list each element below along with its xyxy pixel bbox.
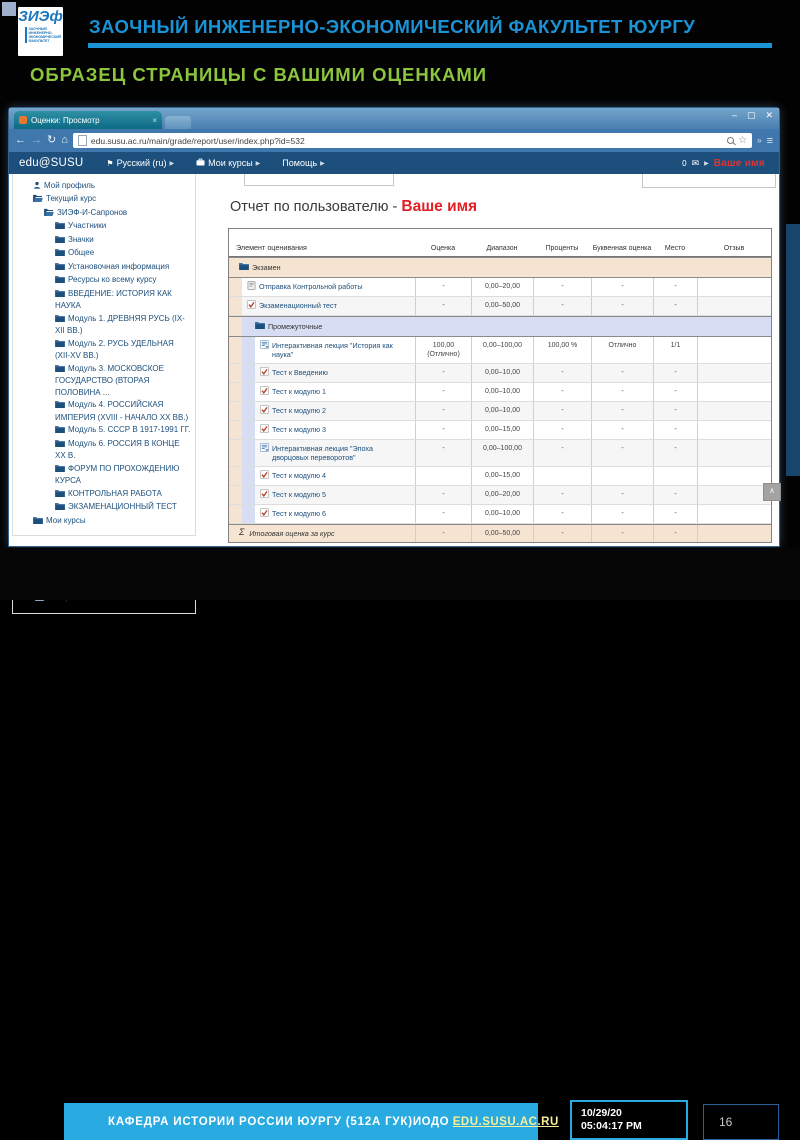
grade-value: - [591, 402, 653, 420]
indent-strip [229, 337, 242, 363]
folder-icon [33, 516, 43, 528]
person-icon [33, 181, 41, 193]
slide-right-accent [786, 224, 800, 476]
grade-item-name [255, 440, 415, 466]
indent-strip [229, 421, 242, 439]
sidebar-item[interactable] [13, 399, 195, 424]
grade-value: - [653, 383, 697, 401]
moodle-page-body [9, 174, 779, 546]
grade-value: - [415, 505, 471, 523]
grade-item-name [255, 421, 415, 439]
lesson-icon [260, 443, 269, 454]
column-header: Место [664, 245, 686, 252]
sidebar-item-label: Модуль 1. ДРЕВНЯЯ РУСЬ (IX-XII ВВ.) [55, 313, 185, 335]
forward-icon[interactable]: → [31, 134, 42, 146]
grade-value [697, 383, 771, 401]
folder-icon [55, 439, 65, 451]
grade-item-name [255, 337, 415, 363]
sidebar-item[interactable] [13, 287, 195, 312]
grade-value: 0,00–20,00 [471, 278, 533, 296]
table-row [229, 383, 771, 402]
indent-strip [242, 421, 255, 439]
sidebar-item-label: Мои курсы [46, 515, 86, 525]
sidebar-item-label: Значки [68, 234, 94, 244]
slide-number: 16 [719, 1115, 733, 1129]
folder-icon [55, 275, 65, 287]
menu-language-label: Русский (ru) [116, 158, 167, 168]
footer-bar [64, 1103, 559, 1140]
folder-icon [55, 262, 65, 274]
indent-strip [229, 467, 242, 485]
folder-open-icon [44, 208, 54, 220]
grade-value [697, 486, 771, 504]
table-row [229, 316, 771, 337]
grade-item-label[interactable]: Экзаменационный тест [259, 301, 337, 310]
grade-value: - [415, 440, 471, 466]
grade-item-name [255, 402, 415, 420]
table-row [229, 505, 771, 524]
grade-item-name [255, 364, 415, 382]
column-header: Отзыв [723, 245, 745, 252]
briefcase-icon [196, 158, 205, 168]
grade-value: - [591, 440, 653, 466]
grade-value: 0,00–10,00 [471, 402, 533, 420]
user-name-link[interactable]: Ваше имя [713, 157, 765, 169]
grade-value [697, 505, 771, 523]
table-row [229, 297, 771, 316]
grade-item-name [229, 525, 415, 542]
indent-strip [229, 440, 242, 466]
grade-value [697, 421, 771, 439]
footer-iodo [413, 1116, 577, 1128]
search-icon[interactable] [727, 137, 734, 144]
folder-icon [55, 400, 65, 412]
sidebar-item-label: ЗИЭФ-И-Сапронов [57, 207, 128, 217]
grade-item-name [255, 467, 415, 485]
grade-value: 0,00–10,00 [471, 383, 533, 401]
grade-value: 0,00–20,00 [471, 486, 533, 504]
url-bar[interactable] [73, 133, 752, 148]
browser-tabstrip [9, 108, 779, 129]
chevron-right-icon: ▶ [255, 160, 261, 167]
footer-time: 05:04:17 PM [581, 1120, 642, 1132]
grade-value: 100,00 % [533, 337, 591, 363]
chevron-right-icon: ▶ [704, 160, 709, 167]
sidebar-item[interactable] [13, 179, 195, 193]
flag-icon: ⚑ [106, 158, 114, 168]
folder-icon [55, 248, 65, 260]
column-header: Проценты [545, 245, 579, 252]
sidebar-item[interactable] [13, 247, 195, 261]
sidebar-item[interactable] [13, 193, 195, 207]
folder-icon [55, 221, 65, 233]
sidebar-item-label: Модуль 5. СССР В 1917-1991 ГГ. [68, 425, 191, 434]
report-title-prefix: Отчет по пользователю - [230, 199, 402, 215]
grade-value: - [533, 297, 591, 315]
grade-value: 0,00–10,00 [471, 505, 533, 523]
chevron-right-icon: ▶ [169, 160, 175, 167]
grade-item-label: Экзамен [252, 263, 281, 272]
grade-value: - [415, 525, 471, 542]
slide-corner-decoration [2, 2, 16, 16]
sidebar-item-label: ЭКЗАМЕНАЦИОННЫЙ ТЕСТ [68, 502, 177, 511]
datetime-box [570, 1100, 688, 1140]
sidebar-nav-list [13, 179, 195, 528]
grade-item-label[interactable]: Интерактивная лекция "История как наука" [272, 341, 393, 359]
folder-icon [55, 502, 65, 514]
sidebar-item-label: Модуль 4. РОССИЙСКАЯ ИМПЕРИЯ (XVIII - НАЧАЛО XX ВВ.) [55, 400, 189, 422]
sidebar-item-label: Модуль 6. РОССИЯ В КОНЦЕ XX В. [55, 438, 180, 460]
assignment-icon [247, 281, 256, 292]
grade-item-label[interactable]: Тест к модулю 1 [272, 387, 326, 396]
grade-value: 0,00–15,00 [471, 467, 533, 485]
grade-value: - [533, 440, 591, 466]
sidebar-item-label: Модуль 2. РУСЬ УДЕЛЬНАЯ (XII-XV ВВ.) [55, 338, 174, 360]
grade-value: 100,00 (Отлично) [415, 337, 471, 363]
sidebar-item[interactable] [13, 260, 195, 274]
grade-value [697, 337, 771, 363]
indent-strip [242, 440, 255, 466]
back-icon[interactable]: ← [15, 134, 26, 146]
window-controls [732, 111, 773, 120]
indent-strip [242, 337, 255, 363]
indent-strip [229, 486, 242, 504]
grade-value: - [653, 421, 697, 439]
quiz-icon [260, 367, 269, 378]
lesson-icon [260, 340, 269, 351]
grade-table-header-row [229, 229, 771, 257]
menu-help[interactable] [271, 152, 335, 174]
indent-strip [229, 278, 242, 296]
grade-value: - [653, 364, 697, 382]
grade-item-name [255, 383, 415, 401]
quiz-icon [260, 405, 269, 416]
title-underline-bar [88, 43, 772, 48]
grade-value: - [415, 364, 471, 382]
grade-item-name [242, 317, 771, 336]
grade-value: - [591, 486, 653, 504]
envelope-icon[interactable]: ✉ [691, 157, 700, 168]
indent-strip [229, 383, 242, 401]
grade-value: - [415, 402, 471, 420]
grade-value [697, 297, 771, 315]
table-row [229, 467, 771, 486]
browser-menu-icon[interactable]: ≡ [766, 134, 773, 147]
grade-item-name [242, 278, 415, 296]
indent-strip [242, 467, 255, 485]
folder-open-icon [33, 194, 43, 206]
folder-icon [55, 314, 65, 326]
chevron-right-icon: ▶ [320, 160, 325, 167]
indent-strip [229, 364, 242, 382]
moodle-navbar [9, 152, 779, 174]
grade-value: Отлично [591, 337, 653, 363]
grade-value: - [415, 421, 471, 439]
grade-value: - [415, 278, 471, 296]
grade-value [697, 467, 771, 485]
grade-table [228, 228, 772, 543]
table-row [229, 257, 771, 278]
grade-value: - [591, 421, 653, 439]
faculty-logo [18, 7, 63, 56]
slide-subtitle: ОБРАЗЕЦ СТРАНИЦЫ С ВАШИМИ ОЦЕНКАМИ [30, 64, 488, 85]
grade-value: - [533, 525, 591, 542]
grade-value: - [653, 297, 697, 315]
table-row [229, 524, 771, 542]
quiz-icon [260, 508, 269, 519]
navbar-user-area [682, 158, 779, 169]
folder-icon [55, 339, 65, 351]
new-tab-button[interactable] [165, 116, 191, 129]
sidebar-item-label: Мой профиль [44, 180, 96, 190]
quiz-icon [260, 470, 269, 481]
browser-tab[interactable] [14, 111, 162, 129]
grade-item-name [255, 505, 415, 523]
refresh-icon[interactable]: ↻ [47, 134, 57, 146]
quiz-icon [260, 489, 269, 500]
sidebar-item-label: Участники [68, 221, 107, 230]
footer-iodo-label: ИОДО [412, 1115, 450, 1128]
table-row [229, 337, 771, 364]
grade-value [697, 364, 771, 382]
grade-value: - [533, 486, 591, 504]
grade-value: - [533, 364, 591, 382]
indent-strip [229, 402, 242, 420]
breadcrumb-box-right [642, 174, 776, 188]
sidebar-item-label: КОНТРОЛЬНАЯ РАБОТА [68, 488, 162, 498]
footer-site-link[interactable]: EDU.SUSU.AC.RU [452, 1115, 559, 1128]
indent-strip [229, 317, 242, 336]
grade-item-label[interactable]: Тест к Введению [272, 368, 328, 377]
folder-icon [55, 289, 65, 301]
table-row [229, 440, 771, 467]
sidebar-item[interactable] [13, 501, 195, 515]
grade-item-label[interactable]: Тест к модулю 5 [272, 490, 326, 499]
grade-value: - [533, 421, 591, 439]
column-header: Диапазон [486, 245, 518, 252]
column-header: Элемент оценивания [236, 243, 307, 252]
grade-item-label: Итоговая оценка за курс [249, 529, 335, 538]
grade-value: - [591, 505, 653, 523]
grade-value [697, 440, 771, 466]
table-row [229, 402, 771, 421]
grade-item-label: Промежуточные [268, 322, 323, 331]
grade-value: - [653, 525, 697, 542]
table-row [229, 421, 771, 440]
sidebar-item-label: ВВЕДЕНИЕ: ИСТОРИЯ КАК НАУКА [55, 288, 172, 310]
footer-date: 10/29/20 [581, 1107, 622, 1119]
folder-icon [55, 364, 65, 376]
sidebar-item[interactable] [13, 424, 195, 438]
grade-value: - [533, 278, 591, 296]
sidebar-item-label: Текущий курс [46, 194, 97, 203]
grade-value: - [653, 505, 697, 523]
faculty-logo-caption: ЗАОЧНЫЙ ИНЖЕНЕРНО-ЭКОНОМИЧЕСКИЙ ФАКУЛЬТЕТ [25, 27, 57, 43]
moodle-brand[interactable]: edu@SUSU [19, 157, 84, 169]
sidebar-item[interactable] [13, 220, 195, 234]
grade-value: - [653, 278, 697, 296]
grade-value: - [415, 486, 471, 504]
close-icon[interactable]: ✕ [765, 110, 773, 120]
grade-item-label[interactable]: Тест к модулю 3 [272, 425, 326, 434]
grade-value: 0,00–50,00 [471, 297, 533, 315]
message-count: 0 [682, 158, 687, 168]
grade-value: - [533, 383, 591, 401]
sidebar-item-label: Модуль 3. МОСКОВСКОЕ ГОСУДАРСТВО (ВТОРАЯ ПОЛОВИНА ... [55, 363, 164, 397]
grade-value: - [653, 486, 697, 504]
sidebar-item[interactable] [13, 362, 195, 399]
table-row [229, 278, 771, 297]
grade-value: - [591, 278, 653, 296]
scroll-top-button[interactable]: ∧ [763, 483, 781, 501]
grade-item-label[interactable]: Отправка Контрольной работы [259, 282, 363, 291]
sidebar-item-label: ФОРУМ ПО ПРОХОЖДЕНИЮ КУРСА [55, 463, 180, 485]
sidebar-item[interactable] [13, 312, 195, 337]
column-header: Буквенная оценка [592, 245, 652, 252]
indent-strip [242, 364, 255, 382]
grade-value [533, 467, 591, 485]
grade-value: 0,00–100,00 [471, 440, 533, 466]
grade-item-label[interactable]: Тест к модулю 2 [272, 406, 326, 415]
quiz-icon [260, 386, 269, 397]
grade-value: - [591, 525, 653, 542]
sidebar-item[interactable] [13, 487, 195, 501]
grade-value: - [415, 297, 471, 315]
sidebar-item-label: Общее [68, 248, 95, 257]
browser-toolbar [9, 129, 779, 152]
table-row [229, 486, 771, 505]
page-icon [78, 135, 87, 146]
column-header: Оценка [430, 245, 456, 252]
minimize-icon[interactable]: – [731, 110, 737, 120]
indent-strip [242, 486, 255, 504]
tab-close-icon[interactable]: × [152, 115, 157, 125]
grade-item-label[interactable]: Тест к модулю 4 [272, 471, 326, 480]
folder-icon [55, 489, 65, 501]
grade-item-label[interactable]: Тест к модулю 6 [272, 509, 326, 518]
indent-strip [229, 297, 242, 315]
grade-value [697, 525, 771, 542]
breadcrumb-box-left [244, 174, 394, 186]
table-row [229, 364, 771, 383]
report-title [230, 198, 774, 216]
home-icon[interactable]: ⌂ [61, 134, 68, 146]
quiz-icon [260, 424, 269, 435]
grade-value [653, 467, 697, 485]
grade-item-name [242, 297, 415, 315]
sidebar-item[interactable] [13, 233, 195, 247]
folder-icon [55, 235, 65, 247]
grade-value: - [533, 402, 591, 420]
folder-icon [55, 425, 65, 437]
sidebar [9, 174, 206, 546]
bookmark-star-icon[interactable]: ☆ [738, 134, 748, 146]
grade-value: 0,00–15,00 [471, 421, 533, 439]
grade-value [591, 467, 653, 485]
navigation-block [12, 174, 196, 536]
grade-value: 0,00–100,00 [471, 337, 533, 363]
indent-strip [242, 402, 255, 420]
grade-value [697, 278, 771, 296]
grade-item-name [255, 486, 415, 504]
grade-value: - [591, 364, 653, 382]
report-user-name: Ваше имя [401, 198, 478, 215]
browser-window [8, 107, 780, 547]
maximize-icon[interactable]: ▢ [746, 110, 756, 120]
sidebar-item[interactable] [13, 206, 195, 220]
footer-band [0, 548, 800, 1132]
grade-value [415, 467, 471, 485]
sidebar-item[interactable] [13, 514, 195, 528]
menu-language[interactable] [95, 152, 185, 174]
menu-my-courses-label: Мои курсы [208, 158, 253, 168]
sidebar-item[interactable] [13, 437, 195, 462]
menu-my-courses[interactable] [185, 152, 271, 174]
grade-value: - [415, 383, 471, 401]
menu-help-label: Помощь [282, 158, 318, 168]
grade-value: - [653, 440, 697, 466]
indent-strip [242, 383, 255, 401]
sidebar-item-label: Установочная информация [68, 261, 170, 271]
slide-number-box [703, 1104, 779, 1140]
indent-strip [229, 505, 242, 523]
folder-icon [239, 262, 249, 272]
folder-icon [55, 464, 65, 476]
grade-value: 0,00–50,00 [471, 525, 533, 542]
grade-value: 0,00–10,00 [471, 364, 533, 382]
sidebar-item[interactable] [13, 337, 195, 362]
report-content [206, 174, 779, 546]
grade-value: - [591, 297, 653, 315]
quiz-icon [247, 300, 256, 311]
faculty-logo-text: ЗИЭф [18, 8, 63, 25]
sidebar-item[interactable] [13, 462, 195, 487]
extensions-icon[interactable]: » [757, 136, 762, 145]
sidebar-item-label: Ресурсы ко всему курсу [68, 275, 157, 284]
indent-strip [242, 505, 255, 523]
footer-department: КАФЕДРА ИСТОРИИ РОССИИ ЮУРГУ (512А ГУК) [108, 1115, 413, 1128]
grade-item-label[interactable]: Интерактивная лекция "Эпоха дворцовых переворотов" [272, 444, 373, 462]
tab-favicon-icon [19, 116, 27, 124]
grade-value: 1/1 [653, 337, 697, 363]
sidebar-item[interactable] [13, 274, 195, 288]
sum-icon: Σ [239, 527, 245, 537]
grade-value [697, 402, 771, 420]
url-text[interactable]: edu.susu.ac.ru/main/grade/report/user/index.php?id=532 [90, 135, 305, 146]
folder-icon [255, 321, 265, 331]
grade-value: - [653, 402, 697, 420]
tab-title: Оценки: Просмотр [31, 115, 100, 125]
grade-value: - [591, 383, 653, 401]
grade-item-name [229, 258, 771, 277]
grade-value: - [533, 505, 591, 523]
slide-title: ЗАОЧНЫЙ ИНЖЕНЕРНО-ЭКОНОМИЧЕСКИЙ ФАКУЛЬТЕТ ЮУРГУ [89, 16, 696, 37]
